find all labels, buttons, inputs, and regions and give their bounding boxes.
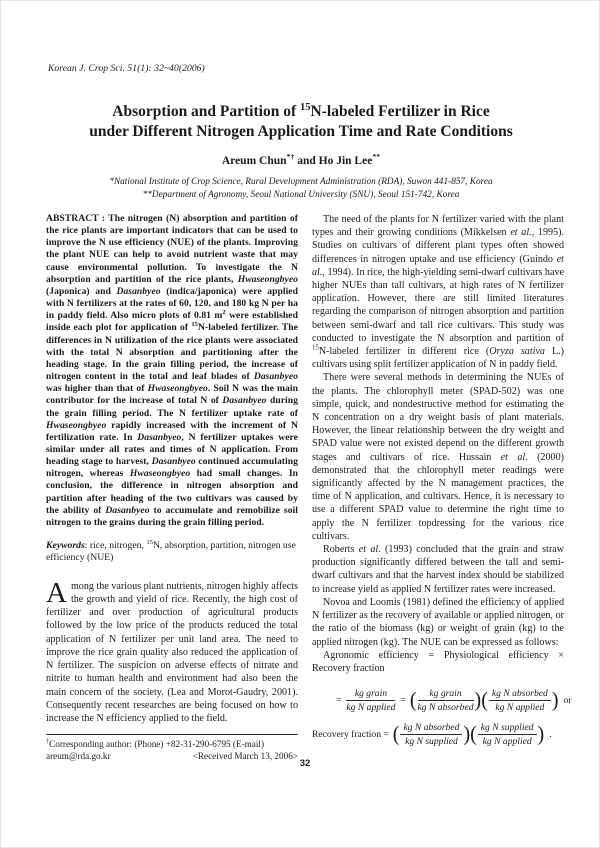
paragraph-need-of-plants: The need of the plants for N fertilizer varied with the plant types and their growing conditions (Mikkelsen et al., 1995). Studies on cultivars of different plant types often showed differences in nitrogen uptake and use efficiency (Guindo et al., 1994). In rice, the high-yielding semi-dwarf cultivars have higher NUEs than tall cultivars, at high rates of N fertilizer application. However, there are still limited literatures regarding the comparison of nitrogen absorption and partition between semi-dwarf and tall rice cultivars. This study was conducted to investigate the N absorption and partition of $^{15}$N-labeled fertilizer in different rice (Oryza sativa L.) cultivars using split fertilizer application of N in paddy field. xyxy=(312,214,564,371)
equation-suffix: . xyxy=(549,729,552,741)
fraction: $\frac{\text{kg N absorbed}}{\text{kg N applied}}$ xyxy=(489,688,551,713)
equation-agronomic xyxy=(312,688,572,714)
keywords-line: Keywords: rice, nitrogen, $^{15}$N, absorption, partition, nitrogen use efficiency (NUE) xyxy=(46,538,296,564)
equation-suffix: or xyxy=(563,695,572,707)
right-paren: ) xyxy=(551,688,559,712)
equals-sign: = xyxy=(336,695,342,707)
fraction: $\frac{\text{kg grain}}{\text{kg N absorbed}}$ xyxy=(417,688,474,714)
paragraph-agronomic-efficiency: Agronomic efficiency = Physiological efficiency × Recovery fraction xyxy=(312,649,564,674)
paragraph-spad-methods: There were several methods in determining the NUEs of the plants. The chlorophyll meter (SPAD-502) was one simple, quick, and nondestructive method for estimating the N concentration on a dry weight basis of plant materials. However, the linear relationship between the dry weight and SPAD value were not existed depend on the different growth stages and cultivars of rice. Hussain et al. (2000) demonstrated that the chlorophyll meter readings were significantly affected by the N management practices, the time of N application, and cultivars. Hence, it is necessary to use a different SPAD value to determine the right time to apply the N fertilizer topdressing for the various rice cultivars. xyxy=(312,372,564,542)
right-column xyxy=(312,213,572,762)
intro-paragraph xyxy=(46,576,298,725)
dagger-mark: † xyxy=(46,738,50,746)
journal-reference: Korean J. Crop Sci. 51(1): 32~40(2006) xyxy=(48,64,205,74)
intro-text: mong the various plant nutrients, nitrogen highly affects the growth and yield of rice. Recently, the high cost of fertilizer and over production of agricultural products followed by the low price of the products reduced the total application of N fertilizer per unit land area. The need to improve the rice grain quality also reduced the application of N fertilizer. The suspicion on adverse effects of nitrate and nitrite to human health and environment had also been the main concern of the society. (Lea and Morot-Gaudry, 2001). Consequently recent researches are being focused on how to increase the N efficiency applied to the field. xyxy=(46,580,298,724)
affiliation-1: *National Institute of Crop Science, Rural Development Administration (RDA), Suwon 441-857, Korea xyxy=(109,177,493,187)
affiliations xyxy=(31,176,571,201)
paper-header xyxy=(31,102,571,201)
page-number: 32 xyxy=(299,758,311,769)
affiliation-2: **Department of Agronomy, Seoul National University (SNU), Seoul 151-742, Korea xyxy=(142,189,460,200)
received-date: <Received March 13, 2006> xyxy=(192,751,298,762)
right-paren: ) xyxy=(537,722,545,746)
paper-title xyxy=(31,102,571,142)
fraction: $\frac{\text{kg grain}}{\text{kg N applied}}$ xyxy=(346,688,396,714)
left-paren: ( xyxy=(409,688,417,712)
left-column xyxy=(46,213,298,762)
footnote-text: Corresponding author: (Phone) +82-31-290-6795 (E-mail) areum@rda.go.kr xyxy=(46,739,265,762)
fraction: $\frac{\text{kg N absorbed}}{\text{kg N supplied}}$ xyxy=(400,722,462,747)
equation-recovery-fraction xyxy=(312,722,564,747)
right-paren: ) xyxy=(474,688,482,712)
footnote-rule xyxy=(46,734,298,735)
fraction: $\frac{\text{kg N supplied}}{\text{kg N applied}}$ xyxy=(478,722,537,747)
paragraph-roberts: Roberts et al. (1993) concluded that the grain and straw production significantly differed between the tall and semi-dwarf cultivars and that the harvest index should be stabilized to increase yield as applied N fertilizer rates were increased. xyxy=(312,544,564,595)
equations-block xyxy=(312,688,572,748)
paper-title-line1: Absorption and Partition of $^{15}$N-labeled Fertilizer in Rice xyxy=(112,101,490,120)
equation-lead-label: Recovery fraction = xyxy=(312,729,389,741)
left-paren: ( xyxy=(392,722,400,746)
authors-line: Areum Chun*† and Ho Jin Lee** xyxy=(221,152,381,167)
two-column-body xyxy=(46,213,572,762)
drop-cap: A xyxy=(46,576,67,609)
paper-title-line2: under Different Nitrogen Application Time and Rate Conditions xyxy=(89,123,513,140)
left-paren: ( xyxy=(481,688,488,712)
left-paren: ( xyxy=(470,722,477,746)
right-paren: ) xyxy=(463,722,471,746)
abstract-paragraph: ABSTRACT : The nitrogen (N) absorption and partition of the rice plants are important indicators that can be used to improve the N use efficiency (NUE) of the plants. Improving the plant NUE can help to avoid nutrient waste that may cause environmental pollution. To investigate the N absorption and partition of the rice plants, Hwaseongbyeo (Japonica) and Dasanbyeo (indica/japonica) were applied with N fertilizers at the rates of 60, 120, and 180 kg N per ha in paddy field. Also micro plots of 0.81 $m^2$ were established inside each plot for application of $^{15}$N-labeled fertilizer. The differences in N utilization of the rice plants were associated with the total N absorption and partitioning after the heading stage. In the grain filling period, the increase of nitrogen content in the total and leaf blades of Dasanbyeo was higher than that of Hwaseongbyeo. Soil N was the main contributor for the increase of total N of Dasanbyeo during the grain filling period. The N fertilizer uptake rate of Hwaseongbyeo rapidly increased with the increment of N fertilization rate. In Dasanbyeo, N fertilizer uptakes were similar under all rates and times of N application. From heading stage to harvest, Dasanbyeo continued accumulating nitrogen, whereas Hwaseongbyeo had small changes. In conclusion, the difference in nitrogen absorption and partition after heading of the two cultivars was caused by the ability of Dasanbyeo to accumulate and remobilize soil nitrogen to the grains during the grain filling period. xyxy=(46,213,299,528)
equals-sign: = xyxy=(400,695,406,707)
paragraph-novoa-loomis: Novoa and Loomis (1981) defined the efficiency of applied N fertilizer as the recovery of available or applied nitrogen, or the ratio of the biomass (kg) or weight of grain (kg) to the applied nitrogen (kg). The NUE can be expressed as follows: xyxy=(312,596,564,648)
